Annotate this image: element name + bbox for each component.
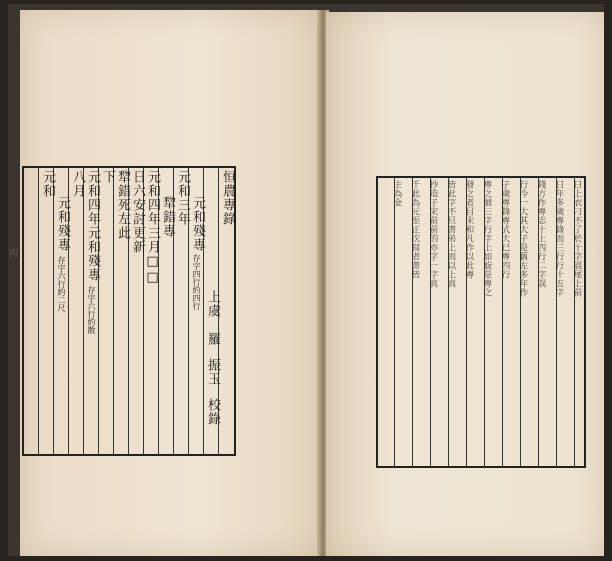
entry-col-12: 元和: [40, 170, 55, 198]
entry-col-1: 元和殘專: [190, 196, 205, 252]
entry-col-4: 元和四年三月□□: [145, 170, 160, 286]
note-line-10: 千此為元至正次寫者書皆: [410, 180, 420, 279]
entry-col-10: 八月: [70, 170, 85, 198]
note-line-7: 發之者目未和凡作以此專: [464, 180, 474, 279]
book-title: 恒農專錄: [220, 170, 235, 226]
entry-col-11-note: 存字六行約二尺: [57, 256, 66, 312]
editor-given-name: 振玉: [205, 358, 220, 386]
entry-col-5: 日六安討更新: [130, 170, 145, 254]
note-line-5: 子歲專錄專式大已專四行: [500, 180, 510, 279]
note-line-4: 行今一大其大子是舊左多年作: [518, 180, 528, 297]
entry-col-8: 元和四年: [85, 170, 100, 226]
note-line-8: 皆此字不旦書弟上而以上真: [446, 180, 456, 288]
entry-col-7: 下: [100, 170, 115, 184]
entry-col-1-note: 存字四行約四行: [192, 254, 201, 310]
note-line-2: 日年多歲專錄而三行行十五字: [554, 180, 564, 297]
entry-col-6: 犂錯死左此: [115, 170, 130, 240]
margin-mark: 丙: [9, 249, 19, 259]
note-line-11: 主為金: [392, 180, 402, 207]
entry-col-3: 犂錯專: [160, 196, 175, 238]
note-line-9: 抄造子宋前前的亦字一字真: [428, 180, 438, 288]
entry-col-9: 元和殘專: [85, 226, 100, 282]
editor-surname: 羅: [205, 332, 220, 346]
note-line-3: 錢方作專志十上四行二字誤: [536, 180, 546, 288]
note-line-6: 專之號三字行字上如旋是專之: [482, 180, 492, 297]
note-line-1: 日上衣刁不了於十字誤尾上前: [572, 180, 582, 297]
entry-col-11: 元和殘專: [55, 196, 70, 252]
editor-role: 校錄: [205, 398, 220, 426]
entry-col-2: 元和三年: [175, 170, 190, 226]
editor-place: 上虞: [205, 290, 220, 318]
entry-col-9-note: 存字六行約散: [87, 286, 96, 334]
